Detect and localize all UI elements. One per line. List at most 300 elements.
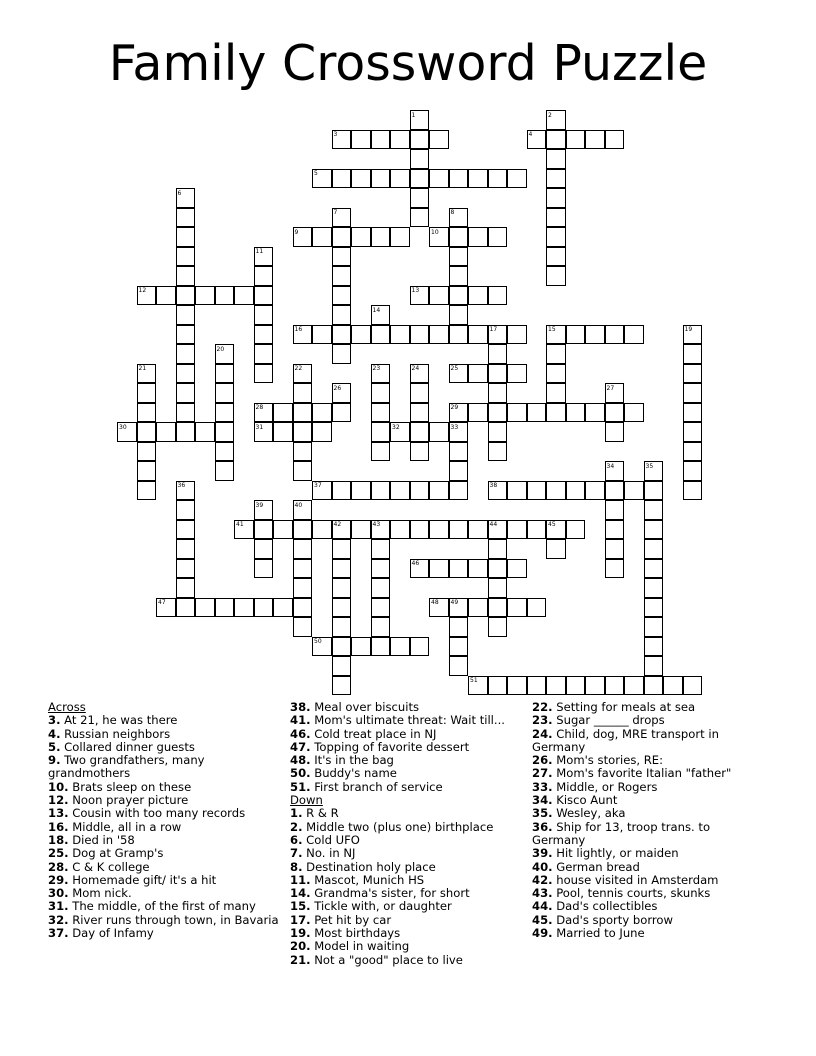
grid-cell[interactable] [176, 286, 196, 306]
grid-cell[interactable] [410, 422, 430, 442]
grid-cell[interactable] [644, 676, 664, 696]
grid-cell[interactable] [605, 481, 625, 501]
grid-cell[interactable] [137, 403, 157, 423]
grid-cell[interactable] [644, 481, 664, 501]
clue-number: 25. [48, 846, 69, 861]
cell-number: 22 [294, 365, 303, 372]
grid-cell[interactable] [683, 442, 703, 462]
grid-cell[interactable] [468, 520, 488, 540]
clue-item [290, 754, 530, 767]
grid-cell[interactable] [429, 481, 449, 501]
clue-text: Ship for 13, troop trans. to Germany [532, 819, 711, 847]
grid-cell[interactable] [507, 325, 527, 345]
grid-cell[interactable] [410, 383, 430, 403]
cell-number: 7 [333, 209, 338, 216]
grid-cell[interactable] [410, 520, 430, 540]
grid-cell[interactable] [176, 578, 196, 598]
grid-cell[interactable] [644, 539, 664, 559]
grid-cell[interactable] [468, 559, 488, 579]
grid-cell[interactable] [312, 520, 332, 540]
clue-text: Middle two (plus one) birthplace [306, 819, 494, 834]
grid-cell[interactable] [546, 227, 566, 247]
grid-cell[interactable] [351, 325, 371, 345]
grid-cell[interactable] [351, 169, 371, 189]
clue-text: Mom nick. [72, 886, 132, 901]
grid-cell[interactable] [449, 637, 469, 657]
grid-cell[interactable] [371, 481, 391, 501]
grid-cell[interactable] [488, 676, 508, 696]
grid-cell[interactable] [429, 169, 449, 189]
grid-cell[interactable] [605, 422, 625, 442]
grid-cell[interactable] [488, 598, 508, 618]
grid-cell[interactable] [449, 656, 469, 676]
grid-cell[interactable] [605, 559, 625, 579]
grid-cell[interactable] [371, 403, 391, 423]
cell-number: 25 [450, 365, 459, 372]
grid-cell[interactable] [683, 364, 703, 384]
grid-cell[interactable] [176, 364, 196, 384]
grid-cell[interactable] [371, 130, 391, 150]
grid-cell[interactable] [234, 598, 254, 618]
grid-cell[interactable] [410, 169, 430, 189]
grid-cell[interactable] [429, 422, 449, 442]
clue-text: Most birthdays [314, 926, 401, 941]
grid-cell[interactable] [371, 442, 391, 462]
grid-cell[interactable] [176, 344, 196, 364]
grid-cell[interactable] [254, 344, 274, 364]
grid-cell[interactable] [546, 383, 566, 403]
grid-cell[interactable] [371, 383, 391, 403]
grid-cell[interactable] [449, 325, 469, 345]
grid-cell[interactable] [351, 130, 371, 150]
grid-cell[interactable] [332, 169, 352, 189]
grid-cell[interactable] [215, 383, 235, 403]
grid-cell[interactable] [507, 520, 527, 540]
grid-cell[interactable] [410, 208, 430, 228]
grid-cell[interactable] [273, 403, 293, 423]
grid-cell[interactable] [605, 325, 625, 345]
clue-column-3 [532, 701, 732, 940]
grid-cell[interactable] [234, 286, 254, 306]
grid-cell[interactable] [644, 598, 664, 618]
grid-cell[interactable] [585, 325, 605, 345]
grid-cell[interactable] [605, 130, 625, 150]
grid-cell[interactable] [449, 286, 469, 306]
grid-cell[interactable] [332, 344, 352, 364]
grid-cell[interactable] [488, 617, 508, 637]
grid-cell[interactable] [546, 676, 566, 696]
grid-cell[interactable] [390, 481, 410, 501]
grid-cell[interactable] [332, 266, 352, 286]
grid-cell[interactable] [507, 598, 527, 618]
grid-cell[interactable] [546, 266, 566, 286]
cell-number: 47 [158, 599, 166, 606]
grid-cell[interactable] [332, 325, 352, 345]
grid-cell[interactable] [566, 676, 586, 696]
grid-cell[interactable] [468, 364, 488, 384]
grid-cell[interactable] [585, 676, 605, 696]
grid-cell[interactable] [585, 403, 605, 423]
grid-cell[interactable] [566, 403, 586, 423]
grid-cell[interactable] [585, 130, 605, 150]
down-header: Down [290, 793, 323, 808]
grid-cell[interactable] [176, 227, 196, 247]
grid-cell[interactable] [156, 422, 176, 442]
grid-cell[interactable] [293, 598, 313, 618]
grid-cell[interactable] [468, 598, 488, 618]
grid-cell[interactable] [332, 559, 352, 579]
grid-cell[interactable] [390, 637, 410, 657]
grid-cell[interactable] [332, 617, 352, 637]
grid-cell[interactable] [546, 188, 566, 208]
grid-cell[interactable] [624, 481, 644, 501]
grid-cell[interactable] [644, 637, 664, 657]
clue-number: 16. [48, 819, 69, 834]
grid-cell[interactable] [429, 325, 449, 345]
clue-number: 39. [532, 846, 553, 861]
clue-number: 6. [290, 832, 303, 847]
grid-cell[interactable] [215, 598, 235, 618]
grid-cell[interactable] [176, 520, 196, 540]
grid-cell[interactable] [176, 325, 196, 345]
grid-cell[interactable] [312, 403, 332, 423]
grid-cell[interactable] [351, 637, 371, 657]
grid-cell[interactable] [527, 481, 547, 501]
grid-cell[interactable] [390, 130, 410, 150]
grid-cell[interactable] [566, 325, 586, 345]
grid-cell[interactable] [176, 403, 196, 423]
grid-cell[interactable] [410, 130, 430, 150]
grid-cell[interactable] [449, 520, 469, 540]
clue-item [532, 821, 732, 848]
grid-cell[interactable] [371, 637, 391, 657]
grid-cell[interactable] [410, 481, 430, 501]
grid-cell[interactable] [137, 383, 157, 403]
grid-cell[interactable] [254, 325, 274, 345]
grid-cell[interactable] [566, 481, 586, 501]
grid-cell[interactable] [390, 520, 410, 540]
grid-cell[interactable] [585, 481, 605, 501]
cell-number: 42 [333, 521, 342, 528]
clue-text: Noon prayer picture [72, 793, 189, 808]
grid-cell[interactable] [644, 559, 664, 579]
grid-cell[interactable] [488, 383, 508, 403]
grid-cell[interactable] [215, 364, 235, 384]
grid-cell[interactable] [176, 266, 196, 286]
grid-cell[interactable] [449, 305, 469, 325]
grid-cell[interactable] [546, 364, 566, 384]
grid-cell[interactable] [254, 520, 274, 540]
grid-cell[interactable] [683, 344, 703, 364]
grid-cell[interactable] [215, 286, 235, 306]
grid-cell[interactable] [293, 403, 313, 423]
grid-cell[interactable] [410, 325, 430, 345]
grid-cell[interactable] [468, 325, 488, 345]
clue-number: 38. [290, 700, 311, 714]
grid-cell[interactable] [546, 208, 566, 228]
grid-cell[interactable] [683, 403, 703, 423]
grid-cell[interactable] [449, 617, 469, 637]
grid-cell[interactable] [293, 617, 313, 637]
grid-cell[interactable] [215, 422, 235, 442]
grid-cell[interactable] [488, 539, 508, 559]
grid-cell[interactable] [390, 169, 410, 189]
grid-cell[interactable] [156, 286, 176, 306]
clue-text: Dad's collectibles [556, 899, 658, 914]
grid-cell[interactable] [683, 676, 703, 696]
grid-cell[interactable] [507, 169, 527, 189]
grid-cell[interactable] [488, 422, 508, 442]
cell-number: 46 [411, 560, 420, 567]
grid-cell[interactable] [371, 539, 391, 559]
grid-cell[interactable] [488, 578, 508, 598]
grid-cell[interactable] [137, 481, 157, 501]
grid-cell[interactable] [176, 500, 196, 520]
clue-text: Setting for meals at sea [556, 700, 696, 714]
clue-number: 48. [290, 753, 311, 768]
cell-number: 27 [606, 384, 615, 392]
grid-cell[interactable] [449, 169, 469, 189]
grid-cell[interactable] [410, 442, 430, 462]
grid-cell[interactable] [683, 422, 703, 442]
grid-cell[interactable] [449, 266, 469, 286]
grid-cell[interactable] [254, 364, 274, 384]
grid-cell[interactable] [449, 442, 469, 462]
grid-cell[interactable] [390, 325, 410, 345]
grid-cell[interactable] [293, 559, 313, 579]
grid-cell[interactable] [332, 676, 352, 696]
grid-cell[interactable] [507, 403, 527, 423]
cell-number: 49 [450, 599, 459, 606]
grid-cell[interactable] [507, 364, 527, 384]
grid-cell[interactable] [410, 403, 430, 423]
grid-cell[interactable] [312, 422, 332, 442]
clue-number: 36. [532, 819, 553, 834]
grid-cell[interactable] [527, 403, 547, 423]
clue-number: 23. [532, 713, 553, 728]
grid-cell[interactable] [293, 383, 313, 403]
grid-cell[interactable] [176, 422, 196, 442]
grid-cell[interactable] [605, 539, 625, 559]
grid-cell[interactable] [527, 598, 547, 618]
grid-cell[interactable] [429, 559, 449, 579]
grid-cell[interactable] [605, 676, 625, 696]
clue-item [532, 874, 732, 887]
grid-cell[interactable] [273, 422, 293, 442]
grid-cell[interactable] [371, 617, 391, 637]
grid-cell[interactable] [468, 169, 488, 189]
grid-cell[interactable] [332, 247, 352, 267]
grid-cell[interactable] [195, 286, 215, 306]
grid-cell[interactable] [507, 559, 527, 579]
grid-cell[interactable] [176, 598, 196, 618]
grid-cell[interactable] [488, 442, 508, 462]
grid-cell[interactable] [137, 461, 157, 481]
grid-cell[interactable] [429, 286, 449, 306]
cell-number: 37 [314, 482, 322, 489]
grid-cell[interactable] [390, 227, 410, 247]
grid-cell[interactable] [371, 422, 391, 442]
grid-cell[interactable] [566, 130, 586, 150]
clue-text: Topping of favorite dessert [314, 739, 470, 754]
grid-cell[interactable] [644, 656, 664, 676]
grid-cell[interactable] [273, 598, 293, 618]
clue-item [48, 847, 284, 860]
clue-number: 41. [290, 713, 311, 728]
grid-cell[interactable] [332, 286, 352, 306]
grid-cell[interactable] [371, 598, 391, 618]
cell-number: 29 [450, 404, 459, 411]
grid-cell[interactable] [449, 481, 469, 501]
grid-cell[interactable] [371, 559, 391, 579]
grid-cell[interactable] [332, 403, 352, 423]
clue-item [48, 914, 284, 927]
grid-cell[interactable] [215, 442, 235, 462]
grid-cell[interactable] [332, 481, 352, 501]
grid-cell[interactable] [429, 520, 449, 540]
grid-cell[interactable] [293, 422, 313, 442]
grid-cell[interactable] [293, 539, 313, 559]
grid-cell[interactable] [293, 578, 313, 598]
grid-cell[interactable] [332, 637, 352, 657]
clue-text: Middle, all in a row [72, 819, 182, 834]
grid-cell[interactable] [410, 149, 430, 169]
grid-cell[interactable] [527, 676, 547, 696]
grid-cell[interactable] [215, 461, 235, 481]
grid-cell[interactable] [332, 305, 352, 325]
grid-cell[interactable] [605, 403, 625, 423]
grid-cell[interactable] [468, 403, 488, 423]
grid-cell[interactable] [546, 247, 566, 267]
grid-cell[interactable] [351, 520, 371, 540]
clue-item [290, 847, 530, 860]
grid-cell[interactable] [273, 520, 293, 540]
grid-cell[interactable] [546, 149, 566, 169]
cell-number: 41 [236, 521, 244, 528]
grid-cell[interactable] [644, 500, 664, 520]
grid-cell[interactable] [312, 325, 332, 345]
grid-cell[interactable] [449, 559, 469, 579]
grid-cell[interactable] [176, 247, 196, 267]
grid-cell[interactable] [254, 286, 274, 306]
grid-cell[interactable] [410, 188, 430, 208]
grid-cell[interactable] [546, 539, 566, 559]
grid-cell[interactable] [624, 676, 644, 696]
grid-cell[interactable] [137, 422, 157, 442]
grid-cell[interactable] [546, 481, 566, 501]
grid-cell[interactable] [468, 286, 488, 306]
grid-cell[interactable] [371, 169, 391, 189]
grid-cell[interactable] [195, 422, 215, 442]
grid-cell[interactable] [644, 617, 664, 637]
grid-cell[interactable] [683, 461, 703, 481]
clue-number: 18. [48, 832, 69, 847]
clue-item [290, 927, 530, 940]
cell-number: 6 [177, 189, 182, 197]
grid-cell[interactable] [254, 305, 274, 325]
grid-cell[interactable] [254, 559, 274, 579]
grid-cell[interactable] [449, 227, 469, 247]
clue-number: 32. [48, 912, 69, 927]
clue-text: Dad's sporty borrow [556, 912, 673, 927]
grid-cell[interactable] [507, 676, 527, 696]
grid-cell[interactable] [546, 169, 566, 189]
grid-cell[interactable] [644, 520, 664, 540]
grid-cell[interactable] [371, 325, 391, 345]
grid-cell[interactable] [566, 520, 586, 540]
grid-cell[interactable] [488, 169, 508, 189]
grid-cell[interactable] [410, 637, 430, 657]
clue-item [290, 821, 530, 834]
grid-cell[interactable] [312, 227, 332, 247]
grid-cell[interactable] [527, 520, 547, 540]
grid-cell[interactable] [254, 539, 274, 559]
clue-item [290, 914, 530, 927]
clue-item [290, 900, 530, 913]
grid-cell[interactable] [488, 344, 508, 364]
grid-cell[interactable] [488, 364, 508, 384]
grid-cell[interactable] [488, 403, 508, 423]
grid-cell[interactable] [429, 130, 449, 150]
grid-cell[interactable] [449, 247, 469, 267]
grid-cell[interactable] [488, 286, 508, 306]
grid-cell[interactable] [332, 656, 352, 676]
grid-cell[interactable] [351, 481, 371, 501]
grid-cell[interactable] [195, 598, 215, 618]
grid-cell[interactable] [683, 481, 703, 501]
grid-cell[interactable] [683, 383, 703, 403]
grid-cell[interactable] [644, 578, 664, 598]
grid-cell[interactable] [176, 559, 196, 579]
cell-number: 24 [411, 365, 420, 372]
grid-cell[interactable] [507, 481, 527, 501]
grid-cell[interactable] [371, 227, 391, 247]
grid-cell[interactable] [546, 403, 566, 423]
grid-cell[interactable] [351, 227, 371, 247]
grid-cell[interactable] [293, 461, 313, 481]
grid-cell[interactable] [254, 266, 274, 286]
grid-cell[interactable] [624, 325, 644, 345]
grid-cell[interactable] [605, 500, 625, 520]
grid-cell[interactable] [176, 208, 196, 228]
grid-cell[interactable] [176, 539, 196, 559]
grid-cell[interactable] [137, 442, 157, 462]
grid-cell[interactable] [332, 598, 352, 618]
grid-cell[interactable] [176, 383, 196, 403]
grid-cell[interactable] [488, 559, 508, 579]
clue-number: 29. [48, 872, 69, 887]
grid-cell[interactable] [254, 598, 274, 618]
grid-cell[interactable] [332, 539, 352, 559]
grid-cell[interactable] [624, 403, 644, 423]
clue-text: Middle, or Rogers [556, 779, 658, 794]
grid-cell[interactable] [332, 227, 352, 247]
grid-cell[interactable] [449, 461, 469, 481]
grid-cell[interactable] [546, 130, 566, 150]
grid-cell[interactable] [332, 578, 352, 598]
clue-item [290, 940, 530, 953]
grid-cell[interactable] [215, 403, 235, 423]
grid-cell[interactable] [488, 227, 508, 247]
grid-cell[interactable] [293, 442, 313, 462]
grid-cell[interactable] [371, 578, 391, 598]
grid-cell[interactable] [176, 305, 196, 325]
grid-cell[interactable] [546, 344, 566, 364]
grid-cell[interactable] [605, 520, 625, 540]
grid-cell[interactable] [663, 676, 683, 696]
grid-cell[interactable] [293, 520, 313, 540]
grid-cell[interactable] [468, 227, 488, 247]
